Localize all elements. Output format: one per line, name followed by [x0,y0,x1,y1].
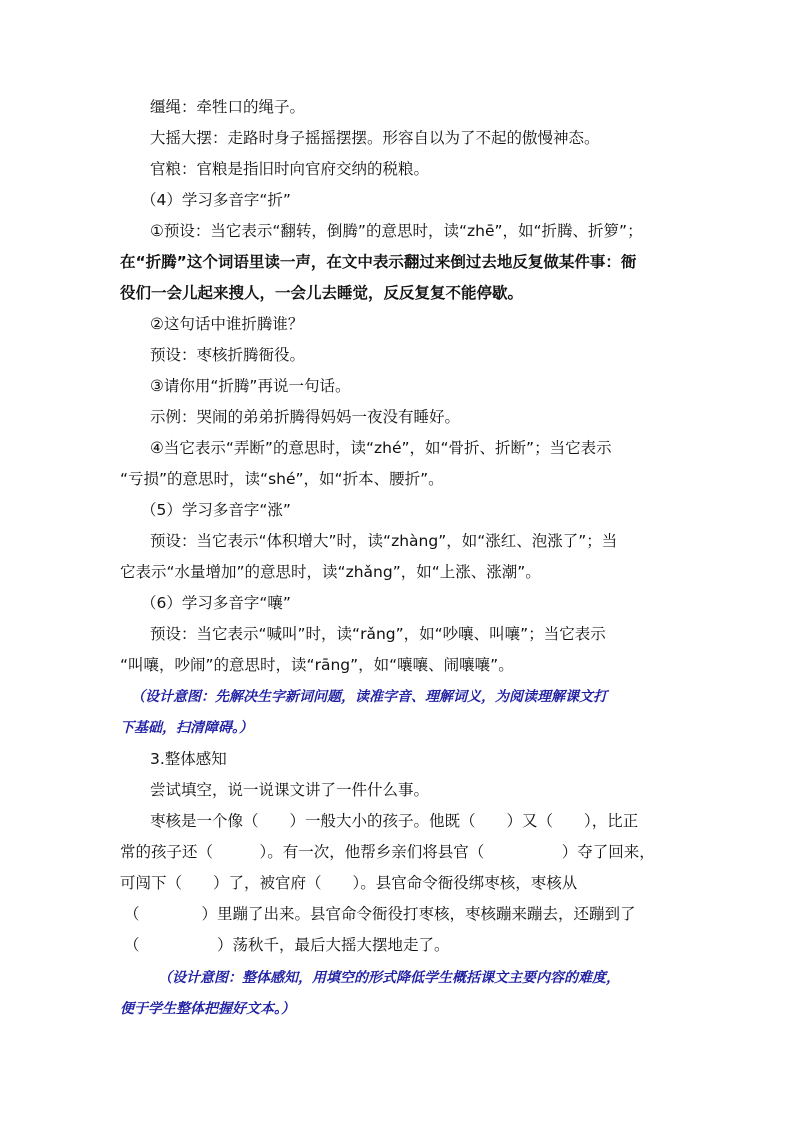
section-heading: （6）学习多音字“嚷” [141,594,291,612]
section-heading: （4）学习多音字“折” [141,191,291,209]
text-line: 缰绳：牵牲口的绳子。 [150,98,306,116]
bold-text-line: 役们一会儿起来搜人，一会儿去睡觉，反反复复不能停歇。 [120,284,524,302]
text-line: 示例：哭闹的弟弟折腾得妈妈一夜没有睡好。 [150,408,461,426]
text-line: ②这句话中谁折腾谁？ [150,315,304,333]
design-intent-note: 便于学生整体把握好文本。） [120,1001,295,1017]
text-line: 官粮：官粮是指旧时向官府交纳的税粮。 [150,160,430,178]
design-intent-note: （设计意图：先解决生字新词问题，读准字音、理解词义，为阅读理解课文打 [131,689,607,705]
text-line: ④当它表示“弄断”的意思时，读“zhé”，如“骨折、折断”；当它表示 [150,439,612,457]
section-heading: 3.整体感知 [150,750,227,768]
text-line: “叫嚷，吵闹”的意思时，读“rāng”，如“嚷嚷、闹嚷嚷”。 [120,656,514,674]
text-line: 大摇大摆：走路时身子摇摇摆摆。形容自以为了不起的傲慢神态。 [150,129,600,147]
design-intent-note: （设计意图：整体感知，用填空的形式降低学生概括课文主要内容的难度， [158,970,620,986]
fill-in-text-line: （ ）里蹦了出来。县官命令衙役打枣核，枣核蹦来蹦去，还蹦到了 [124,905,636,923]
text-line: “亏损”的意思时，读“shé”，如“折本、腰折”。 [120,470,444,488]
text-line: 它表示“水量增加”的意思时，读“zhǎng”，如“上涨、涨潮”。 [120,563,541,581]
text-line: 预设：当它表示“体积增大”时，读“zhàng”，如“涨红、泡涨了”；当 [150,532,618,550]
fill-in-text-line: 枣核是一个像（ ）一般大小的孩子。他既（ ）又（ ），比正 [150,812,639,830]
fill-in-text-line: 可闯下（ ）了，被官府（ ）。县官命令衙役绑枣核，枣核从 [120,874,578,892]
text-line: ①预设：当它表示“翻转，倒腾”的意思时，读“zhē”，如“折腾、折箩”； [150,222,643,240]
fill-in-text-line: （ ）荡秋千，最后大摇大摆地走了。 [124,936,450,954]
text-line: 尝试填空，说一说课文讲了一件什么事。 [150,781,430,799]
bold-text-line: 在“折腾”这个词语里读一声，在文中表示翻过来倒过去地反复做某件事：衙 [120,253,637,271]
design-intent-note: 下基础，扫清障碍。） [120,720,253,736]
text-line: ③请你用“折腾”再说一句话。 [150,377,351,395]
text-line: 预设：枣核折腾衙役。 [150,346,306,364]
fill-in-text-line: 常的孩子还（ ）。有一次，他帮乡亲们将县官（ ）夺了回来， [120,843,655,861]
section-heading: （5）学习多音字“涨” [141,501,291,519]
text-line: 预设：当它表示“喊叫”时，读“rǎng”，如“吵嚷、叫嚷”；当它表示 [150,625,606,643]
